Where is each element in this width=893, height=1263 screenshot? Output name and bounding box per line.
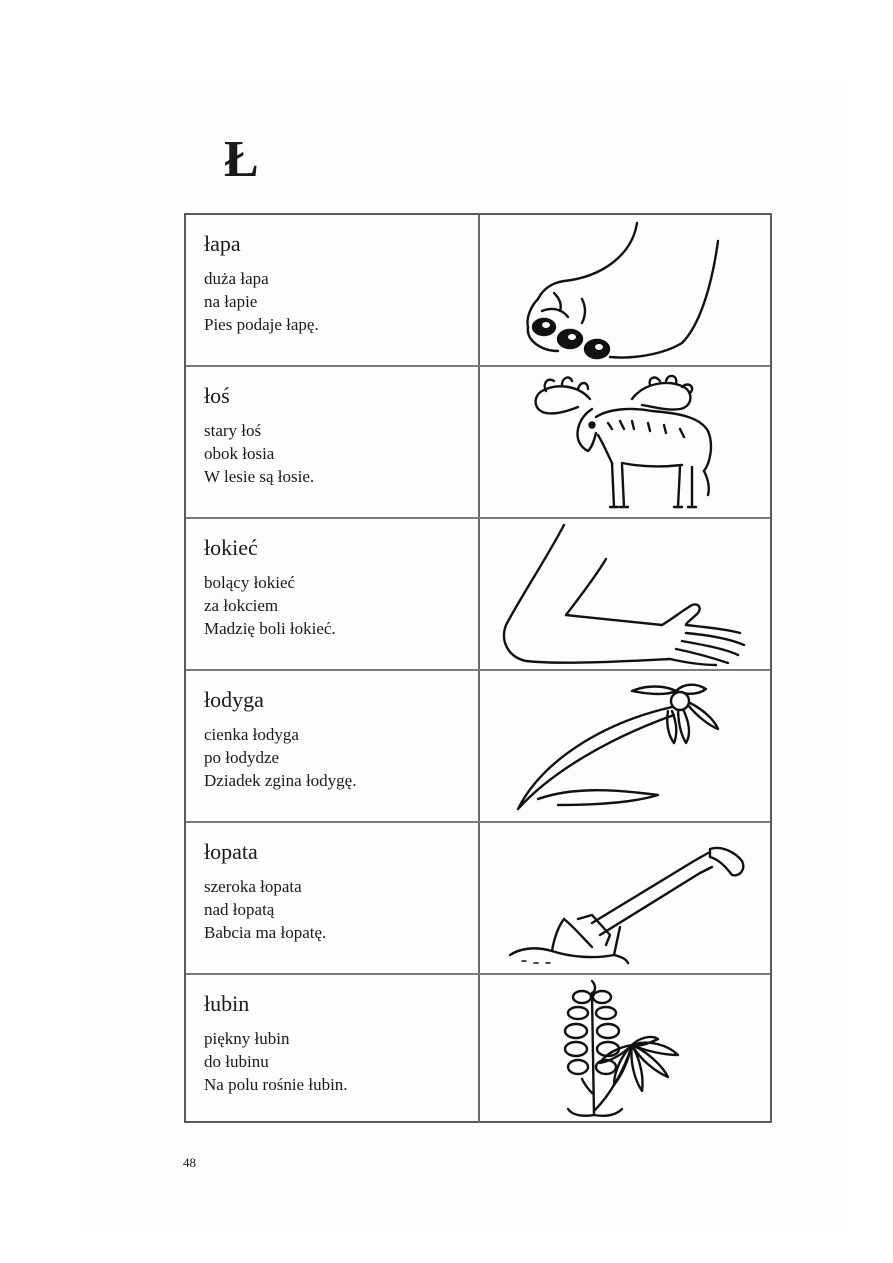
row-word: łapa [204, 231, 241, 256]
chapter-letter: Ł [224, 131, 259, 188]
elbow-icon [482, 519, 772, 669]
row-word: łopata [204, 839, 258, 864]
phrase-line: W lesie są łosie. [204, 467, 315, 486]
text-cell [186, 671, 480, 821]
phrase-line: do łubinu [204, 1052, 269, 1071]
phrase-line: na łapie [204, 292, 258, 311]
table-row [186, 367, 770, 519]
phrase-line: piękny łubin [204, 1029, 290, 1048]
shovel-icon [482, 823, 772, 973]
moose-icon [482, 367, 772, 517]
phrase-line: Dziadek zgina łodygę. [204, 771, 357, 790]
phrase-line: duża łapa [204, 269, 269, 288]
lupine-icon [482, 975, 772, 1123]
phrase-line: nad łopatą [204, 900, 275, 919]
row-word: łoś [204, 383, 230, 408]
phrase-line: bolący łokieć [204, 573, 296, 592]
page-number: 48 [183, 1155, 196, 1170]
table-row [186, 671, 770, 823]
phrase-line: Na polu rośnie łubin. [204, 1075, 348, 1094]
text-cell [186, 975, 480, 1123]
row-word: łodyga [204, 687, 264, 712]
flower-stem-icon [482, 671, 772, 821]
phrase-line: stary łoś [204, 421, 262, 440]
text-cell [186, 823, 480, 973]
phrase-line: Babcia ma łopatę. [204, 923, 327, 942]
text-cell [186, 215, 480, 365]
row-word: łubin [204, 991, 250, 1016]
phrase-line: cienka łodyga [204, 725, 299, 744]
table-row [186, 215, 770, 367]
table-row [186, 519, 770, 671]
phrase-line: obok łosia [204, 444, 275, 463]
row-word: łokieć [204, 535, 258, 560]
text-cell [186, 519, 480, 669]
paw-icon [482, 215, 772, 365]
phrase-line: po łodydze [204, 748, 280, 767]
phrase-line: Pies podaje łapę. [204, 315, 319, 334]
phrase-line: za łokciem [204, 596, 279, 615]
phrase-line: Madzię boli łokieć. [204, 619, 336, 638]
text-cell [186, 367, 480, 517]
table-row [186, 975, 770, 1123]
phrase-line: szeroka łopata [204, 877, 302, 896]
table-row [186, 823, 770, 975]
vocabulary-table [184, 213, 772, 1123]
